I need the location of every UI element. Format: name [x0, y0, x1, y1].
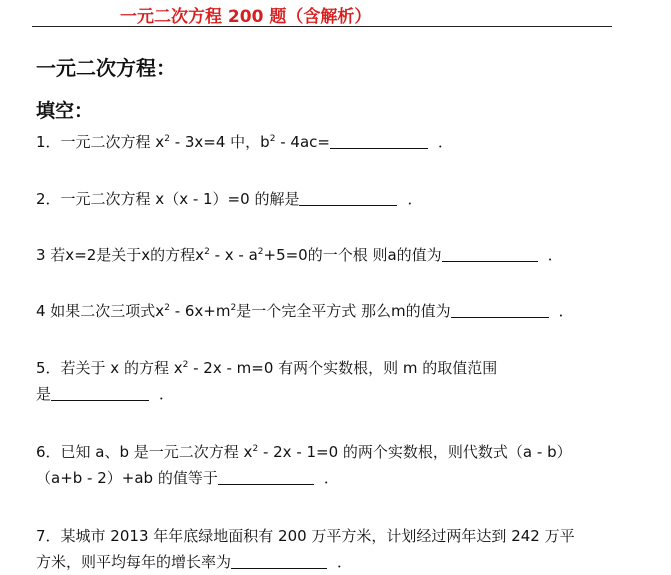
answer-blank[interactable]	[299, 189, 397, 206]
section-title: 一元二次方程：	[36, 56, 176, 80]
subsection-title: 填空：	[36, 100, 94, 122]
question-4: 4 如果二次三项式$x^2 - 6x+m^2$是一个完全平方式 那么m的值为 ．	[36, 302, 574, 320]
question-3: 3 若x=2是关于x的方程$x^2 - x - a^2+5=0$的一个根 则a的值为 ．	[36, 246, 563, 264]
document-header	[32, 0, 612, 27]
answer-blank[interactable]	[330, 132, 428, 149]
question-5: 5．若关于 x 的方程 $x^2 - 2x - m=0$ 有两个实数根，则 m 的取值范围 是 ．	[36, 359, 498, 403]
answer-blank[interactable]	[218, 468, 314, 485]
question-2: 2．一元二次方程 x（x - 1）=0 的解是 ．	[36, 190, 423, 208]
answer-blank[interactable]	[231, 552, 327, 569]
question-6: 6．已知 a、b 是一元二次方程 $x^2 - 2x - 1=0$ 的两个实数根，则代数式（a - b） （a+b - 2）+ab 的值等于 ．	[36, 443, 572, 487]
answer-blank[interactable]	[451, 301, 549, 318]
document-title: 一元二次方程 200 题（含解析）	[120, 7, 372, 27]
question-1: 1．一元二次方程 $x^2 - 3x=4$ 中，$b^2 - 4ac=$ ．	[36, 133, 453, 151]
answer-blank[interactable]	[442, 245, 538, 262]
answer-blank[interactable]	[51, 384, 149, 401]
question-7: 7．某城市 2013 年年底绿地面积有 200 万平方米，计划经过两年达到 242 万平 方米，则平均每年的增长率为 ．	[36, 527, 575, 571]
